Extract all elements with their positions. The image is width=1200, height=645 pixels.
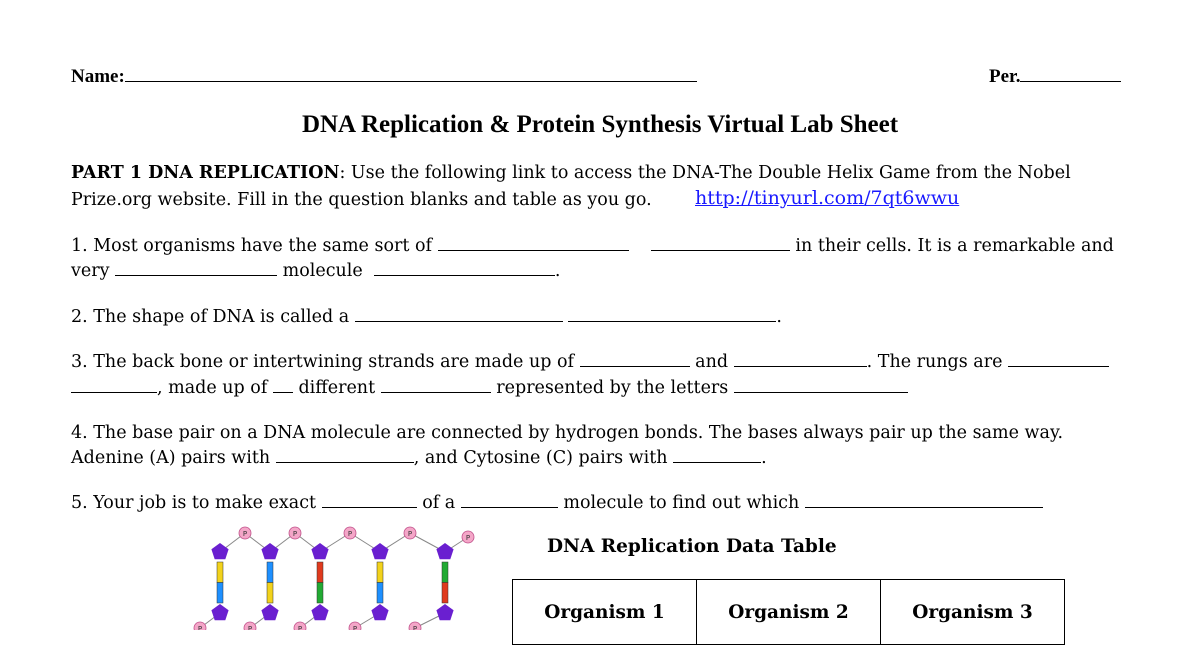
- phosphate-label: P: [347, 530, 353, 538]
- period-label: Per.: [989, 66, 1021, 87]
- q3-text-a: 3. The back bone or intertwining strands are made up of: [71, 352, 574, 372]
- q3-text-b: and: [695, 352, 729, 372]
- base-rung-bottom: [377, 583, 383, 604]
- q4-text-b: Adenine (A) pairs with: [71, 448, 271, 468]
- base-rung-top: [267, 562, 273, 583]
- phosphate-label: P: [292, 530, 298, 538]
- sugar-pentagon: [371, 543, 388, 559]
- q4-text-a: 4. The base pair on a DNA molecule are connected by hydrogen bonds. The bases always pair up the same way.: [71, 423, 1064, 443]
- question-1-line2: [71, 259, 560, 284]
- period-blank[interactable]: [1020, 66, 1121, 82]
- sugar-pentagon: [311, 543, 328, 559]
- base-rung-top: [442, 562, 448, 583]
- q5-blank-3[interactable]: [805, 492, 1043, 508]
- period-field[interactable]: [989, 66, 1121, 88]
- part1-heading: PART 1 DNA REPLICATION: [71, 163, 340, 183]
- q3-blank-1[interactable]: [580, 351, 690, 367]
- header-organism-1: Organism 1: [513, 580, 697, 645]
- q1-text-c: very: [71, 261, 110, 281]
- question-4-line1: [71, 421, 1063, 446]
- q3-text-e: different: [298, 378, 376, 398]
- table-header-row: [513, 580, 1065, 645]
- q4-blank-2[interactable]: [673, 447, 761, 463]
- sugar-pentagon: [261, 604, 278, 620]
- q5-text-a: 5. Your job is to make exact: [71, 493, 317, 513]
- header-organism-2: Organism 2: [697, 580, 881, 645]
- data-table-title: DNA Replication Data Table: [547, 536, 837, 557]
- q3-blank-3[interactable]: [1008, 351, 1109, 367]
- q2-text-a: 2. The shape of DNA is called a: [71, 307, 350, 327]
- phosphate-label: P: [297, 625, 303, 630]
- question-5: [71, 491, 1043, 516]
- phosphate-label: P: [407, 530, 413, 538]
- part1-intro-b: Prize.org website. Fill in the question blanks and table as you go.: [71, 190, 652, 210]
- q2-blank-1[interactable]: [355, 306, 563, 322]
- q5-blank-2[interactable]: [461, 492, 558, 508]
- q4-text-c: , and Cytosine (C) pairs with: [413, 448, 668, 468]
- base-rung-bottom: [317, 583, 323, 604]
- q2-blank-2[interactable]: [568, 306, 776, 322]
- part1-intro-a: : Use the following link to access the DNA-The Double Helix Game from the Nobel: [339, 163, 1071, 183]
- game-link[interactable]: http://tinyurl.com/7qt6wwu: [695, 187, 960, 209]
- base-rung-top: [217, 562, 223, 583]
- sugar-pentagon: [211, 604, 228, 620]
- q1-blank-1[interactable]: [438, 235, 629, 251]
- q3-blank-6[interactable]: [381, 377, 491, 393]
- q1-blank-2[interactable]: [651, 235, 790, 251]
- q5-text-c: molecule to find out which: [563, 493, 800, 513]
- q1-text-d: molecule: [282, 261, 363, 281]
- sugar-pentagon: [371, 604, 388, 620]
- q1-text-b: in their cells. It is a remarkable and: [795, 236, 1114, 256]
- base-rung-top: [377, 562, 383, 583]
- phosphate-label: P: [465, 534, 471, 542]
- part1-intro-line1: [71, 161, 1071, 186]
- base-rung-top: [317, 562, 323, 583]
- name-blank[interactable]: [125, 66, 697, 82]
- header-organism-3: Organism 3: [881, 580, 1065, 645]
- q3-blank-4[interactable]: [71, 377, 157, 393]
- page-title: DNA Replication & Protein Synthesis Virtual Lab Sheet: [301, 111, 899, 138]
- q5-blank-1[interactable]: [322, 492, 417, 508]
- q3-text-c: . The rungs are: [866, 352, 1003, 372]
- base-rung-bottom: [442, 583, 448, 604]
- name-field[interactable]: [71, 66, 697, 88]
- q2-period: .: [776, 307, 782, 327]
- q3-text-f: represented by the letters: [496, 378, 729, 398]
- phosphate-label: P: [247, 625, 253, 630]
- sugar-pentagon: [261, 543, 278, 559]
- question-3-line2: [71, 376, 908, 401]
- question-2: [71, 305, 782, 330]
- question-4-line2: [71, 446, 767, 471]
- phosphate-label: P: [197, 625, 203, 630]
- name-label: Name:: [71, 66, 125, 87]
- q5-text-b: of a: [422, 493, 456, 513]
- question-3-line1: [71, 350, 1109, 375]
- phosphate-label: P: [412, 625, 418, 630]
- q1-blank-3[interactable]: [115, 260, 277, 276]
- question-1-line1: [71, 234, 1114, 259]
- q1-text-a: 1. Most organisms have the same sort of: [71, 236, 432, 256]
- sugar-pentagon: [436, 604, 453, 620]
- sugar-pentagon: [436, 543, 453, 559]
- base-rung-bottom: [267, 583, 273, 604]
- q4-blank-1[interactable]: [276, 447, 414, 463]
- part1-intro-line2: [71, 188, 652, 213]
- dna-ladder-diagram: [190, 525, 480, 630]
- q1-blank-4[interactable]: [374, 260, 555, 276]
- q3-blank-7[interactable]: [734, 377, 908, 393]
- dna-replication-data-table: [512, 579, 1065, 645]
- q3-blank-2[interactable]: [734, 351, 867, 367]
- phosphate-label: P: [242, 530, 248, 538]
- q4-period: .: [761, 448, 767, 468]
- phosphate-label: P: [352, 625, 358, 630]
- q3-text-d: , made up of: [157, 378, 268, 398]
- sugar-pentagon: [211, 543, 228, 559]
- sugar-pentagon: [311, 604, 328, 620]
- q1-period: .: [554, 261, 561, 281]
- q3-blank-5[interactable]: [273, 377, 293, 393]
- base-rung-bottom: [217, 583, 223, 604]
